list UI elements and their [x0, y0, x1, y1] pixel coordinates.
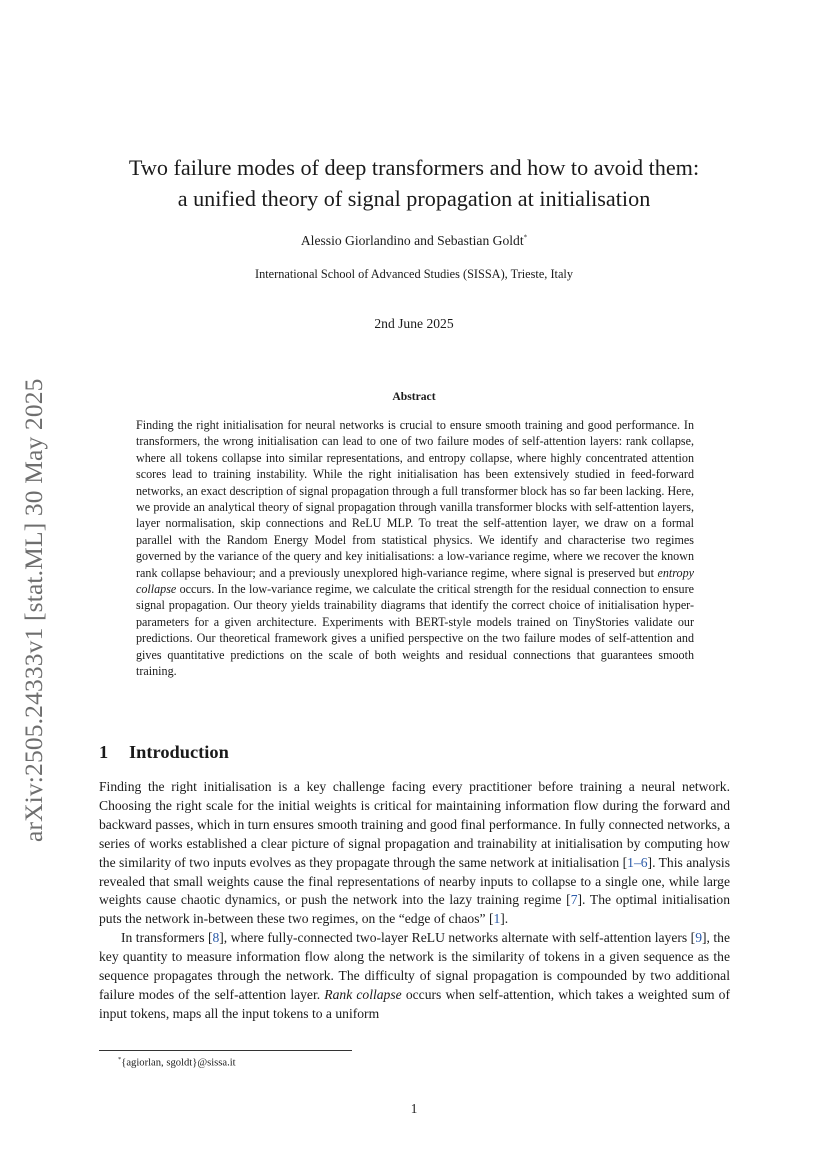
footnote-divider — [99, 1050, 352, 1051]
emphasis-term: Rank collapse — [324, 986, 402, 1002]
author-footnote-mark: * — [523, 233, 528, 242]
text-run: ]. The optimal initialisation puts the network in-between these two regimes, on the “edge of chaos” [ — [99, 892, 730, 927]
text-run: ], where fully-connected two-layer ReLU networks alternate with self-attention layers [ — [219, 930, 696, 946]
author-names: Alessio Giorlandino and Sebastian Goldt — [300, 233, 524, 248]
citation-link[interactable]: 9 — [695, 930, 702, 946]
text-run: Finding the right initialisation is a key challenge facing every practitioner before training a neural network. Choosing the right scale for the initial weights is critical for maintaining information flow during the forward and backward passes, which in turn ensures smooth training and good final performance. In fully connected networks, a series of works established a clear picture of signal propagation and trainability at initialisation by computing how the similarity of two inputs evolves as they propagate through the same network at initialisation [ — [99, 779, 730, 870]
abstract-emphasis: entropy collapse — [136, 565, 694, 597]
abstract-body — [136, 417, 694, 680]
text-run: occurs when self-attention, which takes a weighted sum of input tokens, maps all the input tokens to a uniform — [99, 986, 730, 1021]
abstract-heading: Abstract — [392, 390, 436, 403]
text-run: ]. This analysis revealed that small weights cause the final representations of nearby inputs to collapse to a single one, while large weights cause chaotic dynamics, or push the network into the lazy training regime [ — [99, 854, 730, 908]
abstract-paragraph — [136, 417, 694, 680]
page-number: 1 — [410, 1101, 418, 1116]
abstract-text-part-2: occurs. In the low-variance regime, we calculate the critical strength for the residual connection to ensure signal propagation. Our theory yields trainability diagrams that identify the correct choice of initialisation hyper-parameters for a given architecture. Experiments with BERT-style models trained on TinyStories validate our predictions. Our theoretical framework gives a unified perspective on the two failure modes of self-attention and gives quantitative predictions on the scale of both weights and residual connections that guarantees smooth training. — [136, 582, 694, 679]
section-number: 1 — [99, 742, 109, 762]
citation-link[interactable]: 7 — [570, 892, 578, 908]
paper-title-line-2: a unified theory of signal propagation at initialisation — [177, 186, 651, 211]
text-run: ]. — [500, 911, 509, 927]
text-run: In transformers [ — [121, 930, 213, 946]
section-title: Introduction — [129, 742, 229, 762]
citation-link[interactable]: 1 — [493, 911, 501, 927]
author-list — [80, 233, 748, 249]
introduction-paragraph-1 — [99, 778, 730, 929]
paper-title-line-1: Two failure modes of deep transformers and how to avoid them: — [128, 155, 700, 180]
text-run: ], the key quantity to measure information flow along the network is the similarity of tokens in a given sequence as the sequence propagates through the network. The difficulty of signal propagation is compounded by two additional failure modes of the self-attention layer. — [99, 930, 730, 1002]
footnote-mark: * — [118, 1056, 122, 1063]
abstract-text-part-1: Finding the right initialisation for neural networks is crucial to ensure smooth training and good performance. In transformers, the wrong initialisation can lead to one of two failure modes of self-attention layers: rank collapse, where all tokens collapse into similar representations, and entropy collapse, where highly concentrated attention scores lead to training instability. While the right initialisation has been extensively studied in feed-forward networks, an exact description of signal propagation through a full transformer block has so far been lacking. Here, we provide an analytical theory of signal propagation through vanilla transformer blocks with self-attention layers, layer normalisation, skip connections and ReLU MLP. To treat the self-attention layer, we draw on a formal parallel with the Random Energy Model from statistical physics. We identify and characterise two regimes governed by the variance of the query and key initialisations: a low-variance regime, where we recover the known rank collapse behaviour; and a previously unexplored high-variance regime, where signal is preserved but — [136, 418, 694, 580]
arxiv-identifier-stamp: arXiv:2505.24333v1 [stat.ML] 30 May 2025 — [19, 378, 48, 842]
footnote — [118, 1056, 236, 1069]
footnote-text: {agiorlan, sgoldt}@sissa.it — [121, 1057, 236, 1069]
section-heading-introduction — [99, 742, 229, 763]
paper-title — [80, 152, 748, 214]
author-affiliation: International School of Advanced Studies (SISSA), Trieste, Italy — [255, 267, 573, 281]
publication-date: 2nd June 2025 — [374, 316, 454, 331]
citation-link[interactable]: 8 — [212, 930, 220, 946]
citation-link[interactable]: 1–6 — [627, 854, 648, 870]
introduction-paragraph-2 — [99, 929, 730, 1024]
introduction-body — [99, 778, 730, 1024]
